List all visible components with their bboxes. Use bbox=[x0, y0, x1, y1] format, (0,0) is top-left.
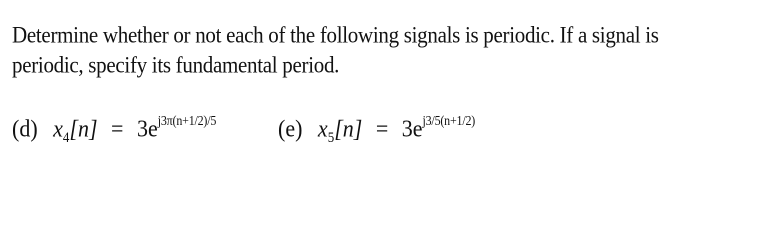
part-d-equals: = bbox=[111, 114, 124, 142]
part-e-exponent: j3/5(n+1/2) bbox=[422, 112, 476, 129]
part-d-exponent: j3π(n+1/2)/5 bbox=[157, 112, 217, 129]
part-e-subscript: 5 bbox=[327, 128, 335, 146]
problem-line-2: periodic, specify its fundamental period. bbox=[12, 51, 340, 79]
part-e-coefficient: 3e bbox=[401, 114, 423, 142]
part-d-signal-symbol: x bbox=[53, 114, 63, 142]
part-d-subscript: 4 bbox=[62, 128, 70, 146]
problem-statement bbox=[12, 20, 772, 80]
problem-line-1: Determine whether or not each of the following signals is periodic. If a signal is bbox=[12, 21, 659, 48]
part-d-label: (d) bbox=[12, 114, 38, 142]
part-e-label: (e) bbox=[278, 114, 303, 142]
part-e-equals: = bbox=[375, 114, 389, 142]
part-e-argument: [n] bbox=[334, 114, 363, 142]
part-d-equation bbox=[12, 112, 217, 146]
part-e-equation bbox=[278, 112, 476, 146]
part-d-argument: [n] bbox=[69, 114, 98, 142]
part-d-coefficient: 3e bbox=[136, 114, 158, 142]
part-e-signal-symbol: x bbox=[317, 114, 328, 142]
